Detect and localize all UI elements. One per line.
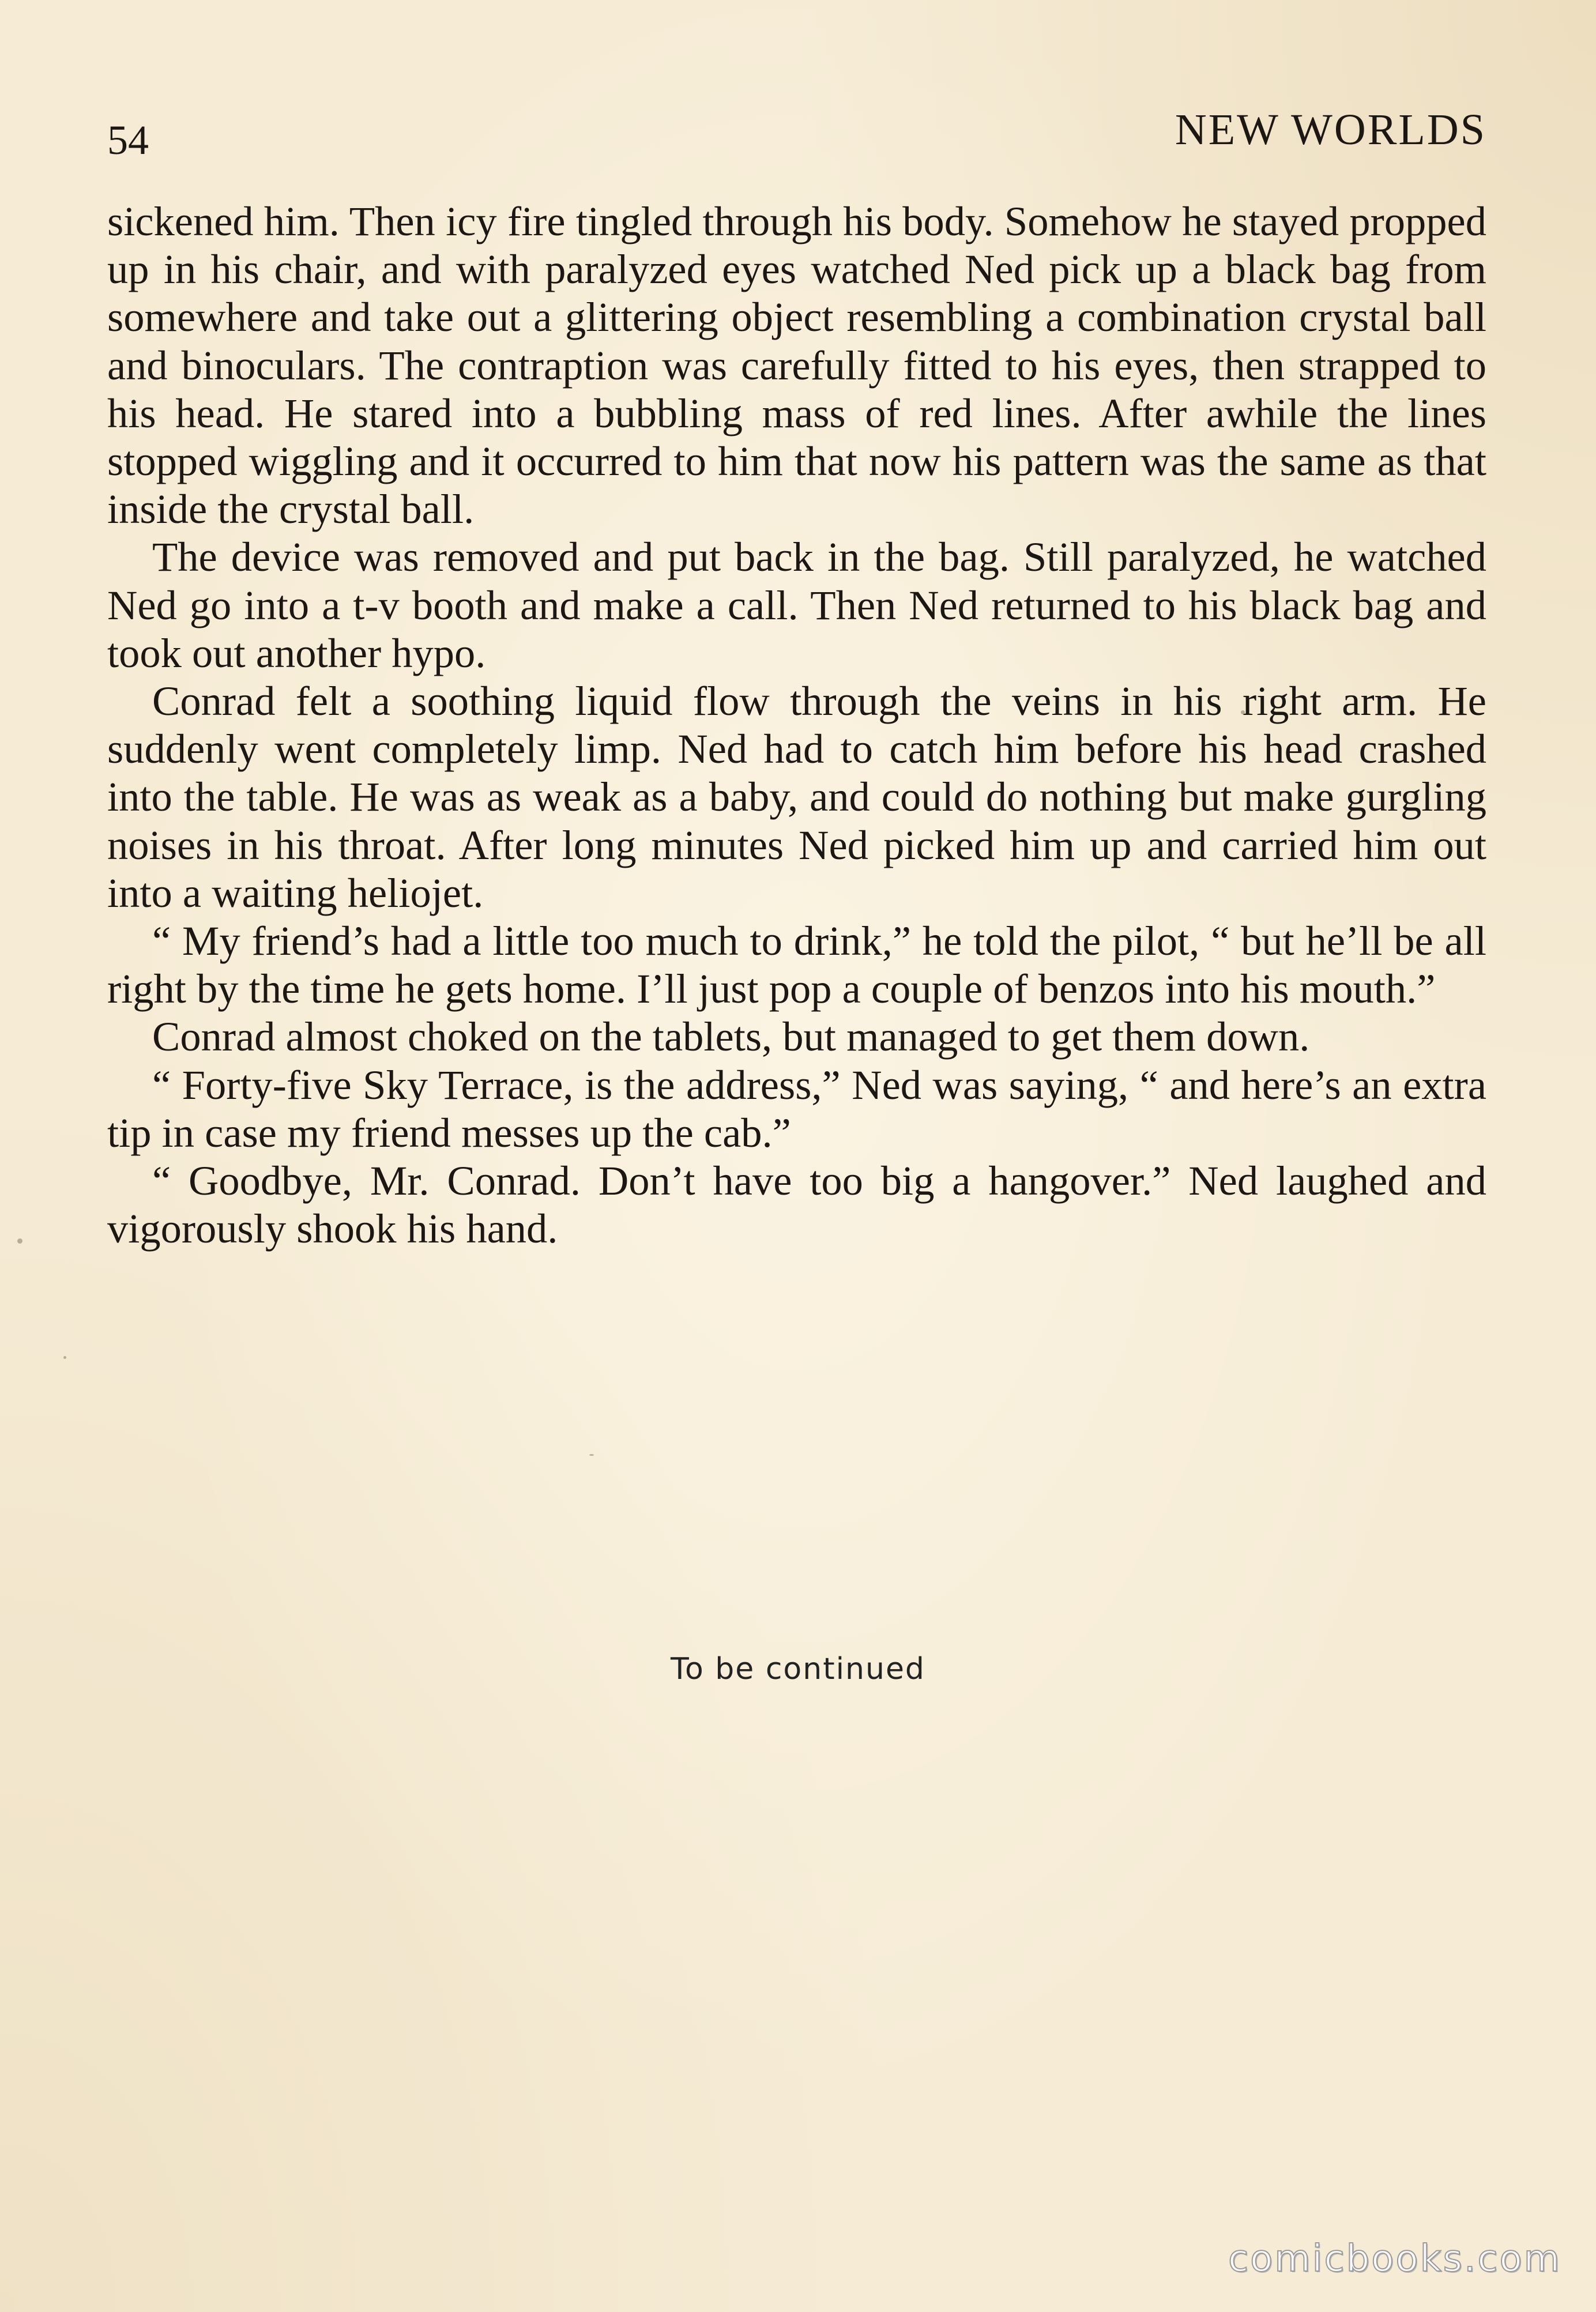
paragraph: The device was removed and put back in the bag. Still paralyzed, he watched Ned go into a t-v booth and make a call. Then Ned returned to his black bag and took out another hypo.	[107, 533, 1486, 676]
story-text	[107, 197, 1486, 1252]
watermark-logo: comicbooks.com	[1228, 2238, 1561, 2280]
paragraph: “ Goodbye, Mr. Conrad. Don’t have too big a hangover.” Ned laughed and vigorously shook his hand.	[107, 1157, 1486, 1252]
page-number: 54	[107, 117, 149, 163]
page-header	[107, 98, 1486, 167]
paragraph: “ Forty-five Sky Terrace, is the address,” Ned was saying, “ and here’s an extra tip in case my friend messes up the cab.”	[107, 1061, 1486, 1156]
paper-speck	[63, 1356, 66, 1359]
paragraph: Conrad almost choked on the tablets, but managed to get them down.	[152, 1013, 1310, 1060]
paragraph: Conrad felt a soothing liquid flow through the veins in his right arm. He suddenly went completely limp. Ned had to catch him before his head crashed into the table. He was as weak as a baby, and could do nothing but make gurgling noises in his throat. After long minutes Ned picked him up and carried him out into a waiting heliojet.	[107, 677, 1486, 916]
paragraph: sickened him. Then icy fire tingled through his body. Somehow he stayed propped up in his chair, and with paralyzed eyes watched Ned pick up a black bag from somewhere and take out a glittering object resembling a combination crystal ball and binoculars. The contraption was carefully fitted to his eyes, then strapped to his head. He stared into a bubbling mass of red lines. After awhile the lines stopped wiggling and it occurred to him that now his pattern was the same as that inside the crystal ball.	[107, 198, 1486, 533]
running-title: NEW WORLDS	[1175, 106, 1486, 154]
paragraph: “ My friend’s had a little too much to drink,” he told the pilot, “ but he’ll be all right by the time he gets home. I’ll just pop a couple of benzos into his mouth.”	[107, 917, 1486, 1012]
paper-speck	[589, 1454, 594, 1456]
to-be-continued: To be continued	[671, 1652, 925, 1686]
paper-speck	[17, 1238, 22, 1244]
